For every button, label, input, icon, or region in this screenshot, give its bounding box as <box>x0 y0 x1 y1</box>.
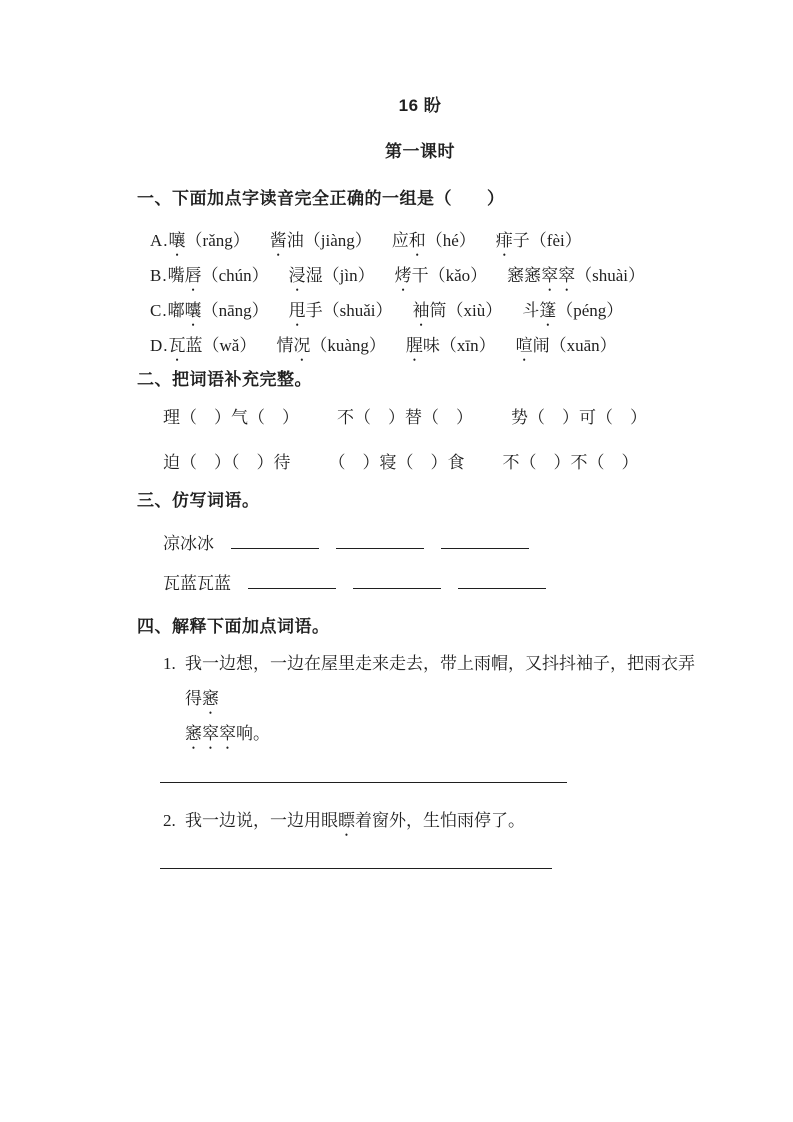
word-with-pinyin: 斗篷（péng） <box>522 301 624 320</box>
example-word: 瓦蓝瓦蓝 <box>163 574 231 593</box>
explain-item-2 <box>163 808 703 833</box>
word-with-pinyin: 喧闹（xuān） <box>515 336 617 355</box>
section1-heading: 一、下面加点字读音完全正确的一组是（ ） <box>137 189 505 208</box>
fill-in-group: 迫（ ）（ ）待 <box>163 453 291 472</box>
fill-in-row <box>163 450 703 475</box>
section3-heading: 三、仿写词语。 <box>137 491 260 510</box>
sentence-line: 我一边想，一边在屋里走来走去，带上雨帽，又抖抖袖子，把雨衣弄得窸 <box>185 654 695 708</box>
blank-line <box>353 574 441 589</box>
item-number: 2. <box>163 811 176 830</box>
example-word: 凉冰冰 <box>163 534 214 553</box>
option-a <box>150 223 703 258</box>
word-with-pinyin: 窸窸窣窣（shuài） <box>507 266 646 285</box>
fill-in-group: 不（ ）替（ ） <box>337 408 473 427</box>
word-with-pinyin: 腥味（xīn） <box>405 336 496 355</box>
word-with-pinyin: 嘴唇（chún） <box>167 266 269 285</box>
answer-line <box>160 782 567 783</box>
word-with-pinyin: 浸湿（jìn） <box>288 266 375 285</box>
explain-item-1 <box>163 646 703 751</box>
section4-heading: 四、解释下面加点词语。 <box>137 617 330 636</box>
blank-line <box>458 574 546 589</box>
page-title: 16 盼 <box>398 96 442 115</box>
option-c <box>150 293 703 328</box>
page-subtitle: 第一课时 <box>385 142 455 161</box>
blank-line <box>336 534 424 549</box>
section2-heading: 二、把词语补充完整。 <box>137 370 312 389</box>
imitate-row <box>163 532 703 556</box>
fill-in-group: 不（ ）不（ ） <box>502 453 639 472</box>
option-b <box>150 258 703 293</box>
blank-line <box>441 534 529 549</box>
word-with-pinyin: 袖筒（xiù） <box>412 301 503 320</box>
item-sentence <box>185 646 703 751</box>
word-with-pinyin: 烤干（kǎo） <box>394 266 488 285</box>
fill-in-group: （ ）寝（ ）食 <box>328 453 465 472</box>
word-with-pinyin: 应和（hé） <box>391 231 476 250</box>
item-number: 1. <box>163 654 176 673</box>
word-with-pinyin: 嚷（rǎng） <box>168 231 250 250</box>
blank-line <box>248 574 336 589</box>
section1-options <box>150 223 703 363</box>
fill-in-group: 理（ ）气（ ） <box>163 408 299 427</box>
blank-line <box>231 534 319 549</box>
sentence-line: 窸窣窣响。 <box>185 724 270 743</box>
imitate-row <box>163 572 703 596</box>
item-sentence: 我一边说，一边用眼瞟着窗外，生怕雨停了。 <box>185 811 525 830</box>
option-c-label: C. <box>150 301 168 320</box>
word-with-pinyin: 酱油（jiàng） <box>269 231 372 250</box>
fill-in-row <box>163 405 703 430</box>
option-a-label: A. <box>150 231 169 250</box>
word-with-pinyin: 嘟囔（nāng） <box>167 301 269 320</box>
word-with-pinyin: 甩手（shuǎi） <box>288 301 393 320</box>
word-with-pinyin: 情况（kuàng） <box>276 336 386 355</box>
option-d-label: D. <box>150 336 169 355</box>
option-d <box>150 328 703 363</box>
word-with-pinyin: 瓦蓝（wǎ） <box>168 336 257 355</box>
answer-line <box>160 868 552 869</box>
option-b-label: B. <box>150 266 168 285</box>
fill-in-group: 势（ ）可（ ） <box>511 408 647 427</box>
word-with-pinyin: 痱子（fèi） <box>495 231 582 250</box>
